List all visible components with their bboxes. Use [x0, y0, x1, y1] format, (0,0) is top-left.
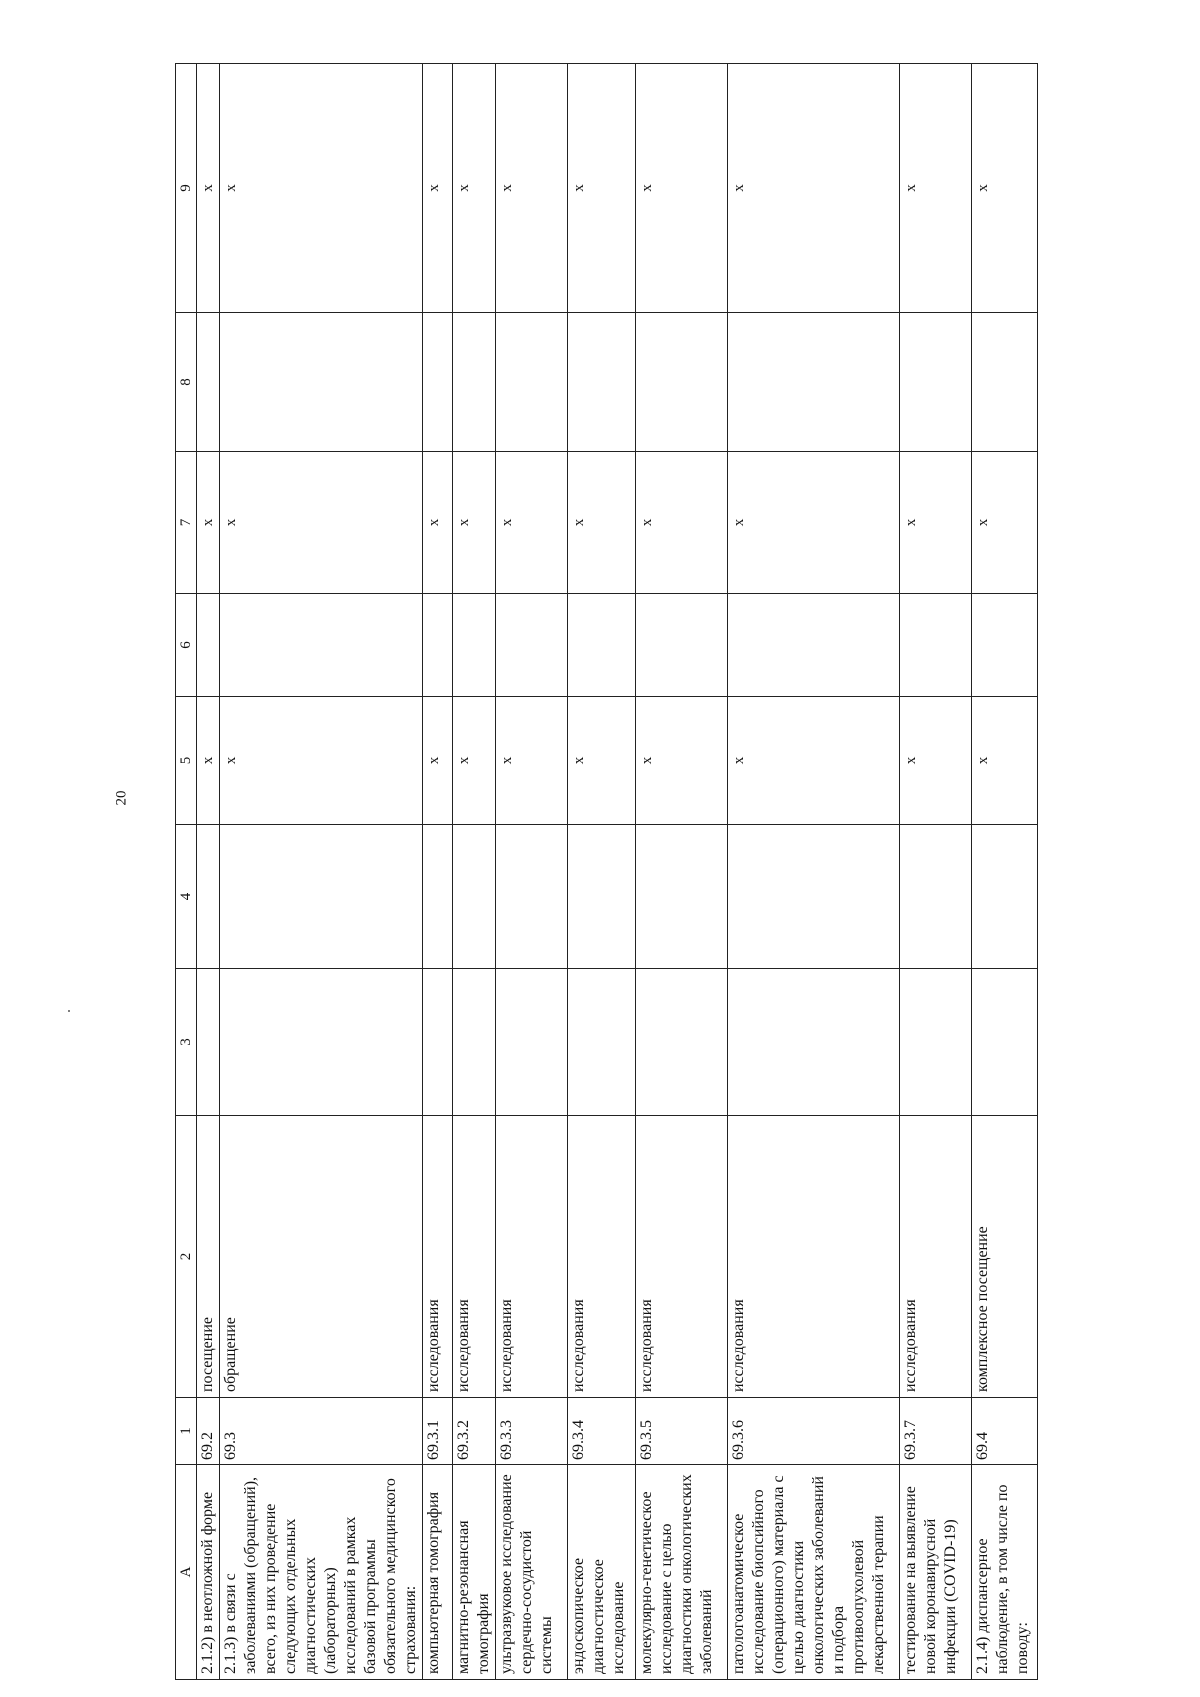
value-cell-c8 [197, 313, 220, 452]
value-cell-c7: х [568, 452, 636, 594]
value-cell-c9: х [900, 64, 972, 313]
value-cell-c4 [728, 825, 900, 969]
indicator-name-cell: молекулярно-генетическое исследование с целью диагностики онкологических заболеваний [636, 1465, 728, 1680]
value-cell-c4 [568, 825, 636, 969]
value-cell-c3 [636, 969, 728, 1116]
unit-cell: исследования [568, 1116, 636, 1398]
indicator-name-cell: 2.1.4) диспансерное наблюдение, в том числе по поводу: [972, 1465, 1038, 1680]
value-cell-c6 [453, 594, 496, 697]
value-cell-c3 [900, 969, 972, 1116]
value-cell-c7: х [423, 452, 453, 594]
table-row [453, 64, 496, 1680]
row-number-cell: 69.3.3 [496, 1398, 568, 1465]
value-cell-c6 [496, 594, 568, 697]
value-cell-c5: х [900, 697, 972, 825]
value-cell-c3 [453, 969, 496, 1116]
header-cell: 7 [176, 452, 197, 594]
value-cell-c6 [197, 594, 220, 697]
table-row [197, 64, 220, 1680]
unit-cell: исследования [728, 1116, 900, 1398]
value-cell-c5: х [197, 697, 220, 825]
value-cell-c8 [972, 313, 1038, 452]
data-table [175, 63, 1038, 1680]
table-row [496, 64, 568, 1680]
row-number-cell: 69.4 [972, 1398, 1038, 1465]
value-cell-c6 [568, 594, 636, 697]
row-number-cell: 69.3.6 [728, 1398, 900, 1465]
row-number-cell: 69.2 [197, 1398, 220, 1465]
value-cell-c9: х [728, 64, 900, 313]
unit-cell: исследования [496, 1116, 568, 1398]
row-number-cell: 69.3.5 [636, 1398, 728, 1465]
value-cell-c9: х [423, 64, 453, 313]
value-cell-c9: х [220, 64, 423, 313]
value-cell-c4 [636, 825, 728, 969]
value-cell-c7: х [728, 452, 900, 594]
indicator-name-cell: 2.1.2) в неотложной форме [197, 1465, 220, 1680]
value-cell-c9: х [197, 64, 220, 313]
value-cell-c9: х [972, 64, 1038, 313]
value-cell-c8 [220, 313, 423, 452]
value-cell-c4 [496, 825, 568, 969]
value-cell-c6 [423, 594, 453, 697]
header-cell: 3 [176, 969, 197, 1116]
value-cell-c4 [220, 825, 423, 969]
table-row [220, 64, 423, 1680]
unit-cell: комплексное посещение [972, 1116, 1038, 1398]
unit-cell: исследования [453, 1116, 496, 1398]
row-number-cell: 69.3 [220, 1398, 423, 1465]
table-row [423, 64, 453, 1680]
row-number-cell: 69.3.4 [568, 1398, 636, 1465]
value-cell-c7: х [972, 452, 1038, 594]
indicator-name-cell: 2.1.3) в связи с заболеваниями (обращений), всего, из них проведение следующих отдельных диагностических (лабораторных) исследований в рамках базовой программы обязательного медицинского страхования: [220, 1465, 423, 1680]
header-cell: А [176, 1465, 197, 1680]
value-cell-c7: х [900, 452, 972, 594]
unit-cell: исследования [636, 1116, 728, 1398]
value-cell-c3 [496, 969, 568, 1116]
table-row [568, 64, 636, 1680]
indicator-name-cell: компьютерная томография [423, 1465, 453, 1680]
value-cell-c3 [197, 969, 220, 1116]
row-number-cell: 69.3.2 [453, 1398, 496, 1465]
value-cell-c6 [728, 594, 900, 697]
value-cell-c4 [197, 825, 220, 969]
table-row [972, 64, 1038, 1680]
value-cell-c8 [496, 313, 568, 452]
value-cell-c9: х [453, 64, 496, 313]
value-cell-c3 [423, 969, 453, 1116]
value-cell-c4 [453, 825, 496, 969]
row-number-cell: 69.3.7 [900, 1398, 972, 1465]
value-cell-c9: х [496, 64, 568, 313]
indicator-name-cell: эндоскопическое диагностическое исследование [568, 1465, 636, 1680]
header-cell: 4 [176, 825, 197, 969]
value-cell-c5: х [496, 697, 568, 825]
table-row [636, 64, 728, 1680]
row-number-cell: 69.3.1 [423, 1398, 453, 1465]
value-cell-c3 [728, 969, 900, 1116]
value-cell-c3 [972, 969, 1038, 1116]
table-row [900, 64, 972, 1680]
value-cell-c4 [972, 825, 1038, 969]
table-row [728, 64, 900, 1680]
value-cell-c8 [568, 313, 636, 452]
value-cell-c6 [636, 594, 728, 697]
value-cell-c6 [972, 594, 1038, 697]
unit-cell: исследования [900, 1116, 972, 1398]
value-cell-c7: х [197, 452, 220, 594]
value-cell-c9: х [568, 64, 636, 313]
value-cell-c7: х [220, 452, 423, 594]
indicator-name-cell: тестирование на выявление новой коронавирусной инфекции (COVID-19) [900, 1465, 972, 1680]
value-cell-c7: х [496, 452, 568, 594]
unit-cell: посещение [197, 1116, 220, 1398]
value-cell-c4 [900, 825, 972, 969]
value-cell-c5: х [423, 697, 453, 825]
value-cell-c3 [568, 969, 636, 1116]
unit-cell: исследования [423, 1116, 453, 1398]
value-cell-c5: х [453, 697, 496, 825]
scan-speck [68, 1010, 70, 1012]
value-cell-c8 [636, 313, 728, 452]
indicator-name-cell: ультразвуковое исследование сердечно-сосудистой системы [496, 1465, 568, 1680]
value-cell-c5: х [972, 697, 1038, 825]
header-cell: 1 [176, 1398, 197, 1465]
value-cell-c8 [453, 313, 496, 452]
rotated-table-container [175, 64, 1067, 1680]
value-cell-c8 [728, 313, 900, 452]
header-cell: 2 [176, 1116, 197, 1398]
header-cell: 5 [176, 697, 197, 825]
unit-cell: обращение [220, 1116, 423, 1398]
value-cell-c4 [423, 825, 453, 969]
indicator-name-cell: патологоанатомическое исследование биопсийного (операционного) материала с целью диагностики онкологических заболеваний и подбора противоопухолевой лекарственной терапии [728, 1465, 900, 1680]
header-cell: 9 [176, 64, 197, 313]
value-cell-c8 [423, 313, 453, 452]
indicator-name-cell: магнитно-резонансная томография [453, 1465, 496, 1680]
header-cell: 6 [176, 594, 197, 697]
header-cell: 8 [176, 313, 197, 452]
value-cell-c3 [220, 969, 423, 1116]
header-row [176, 64, 197, 1680]
value-cell-c5: х [636, 697, 728, 825]
value-cell-c9: х [636, 64, 728, 313]
value-cell-c5: х [568, 697, 636, 825]
value-cell-c6 [900, 594, 972, 697]
value-cell-c8 [900, 313, 972, 452]
value-cell-c5: х [220, 697, 423, 825]
value-cell-c5: х [728, 697, 900, 825]
value-cell-c7: х [453, 452, 496, 594]
value-cell-c7: х [636, 452, 728, 594]
page-number: 20 [113, 790, 130, 806]
value-cell-c6 [220, 594, 423, 697]
